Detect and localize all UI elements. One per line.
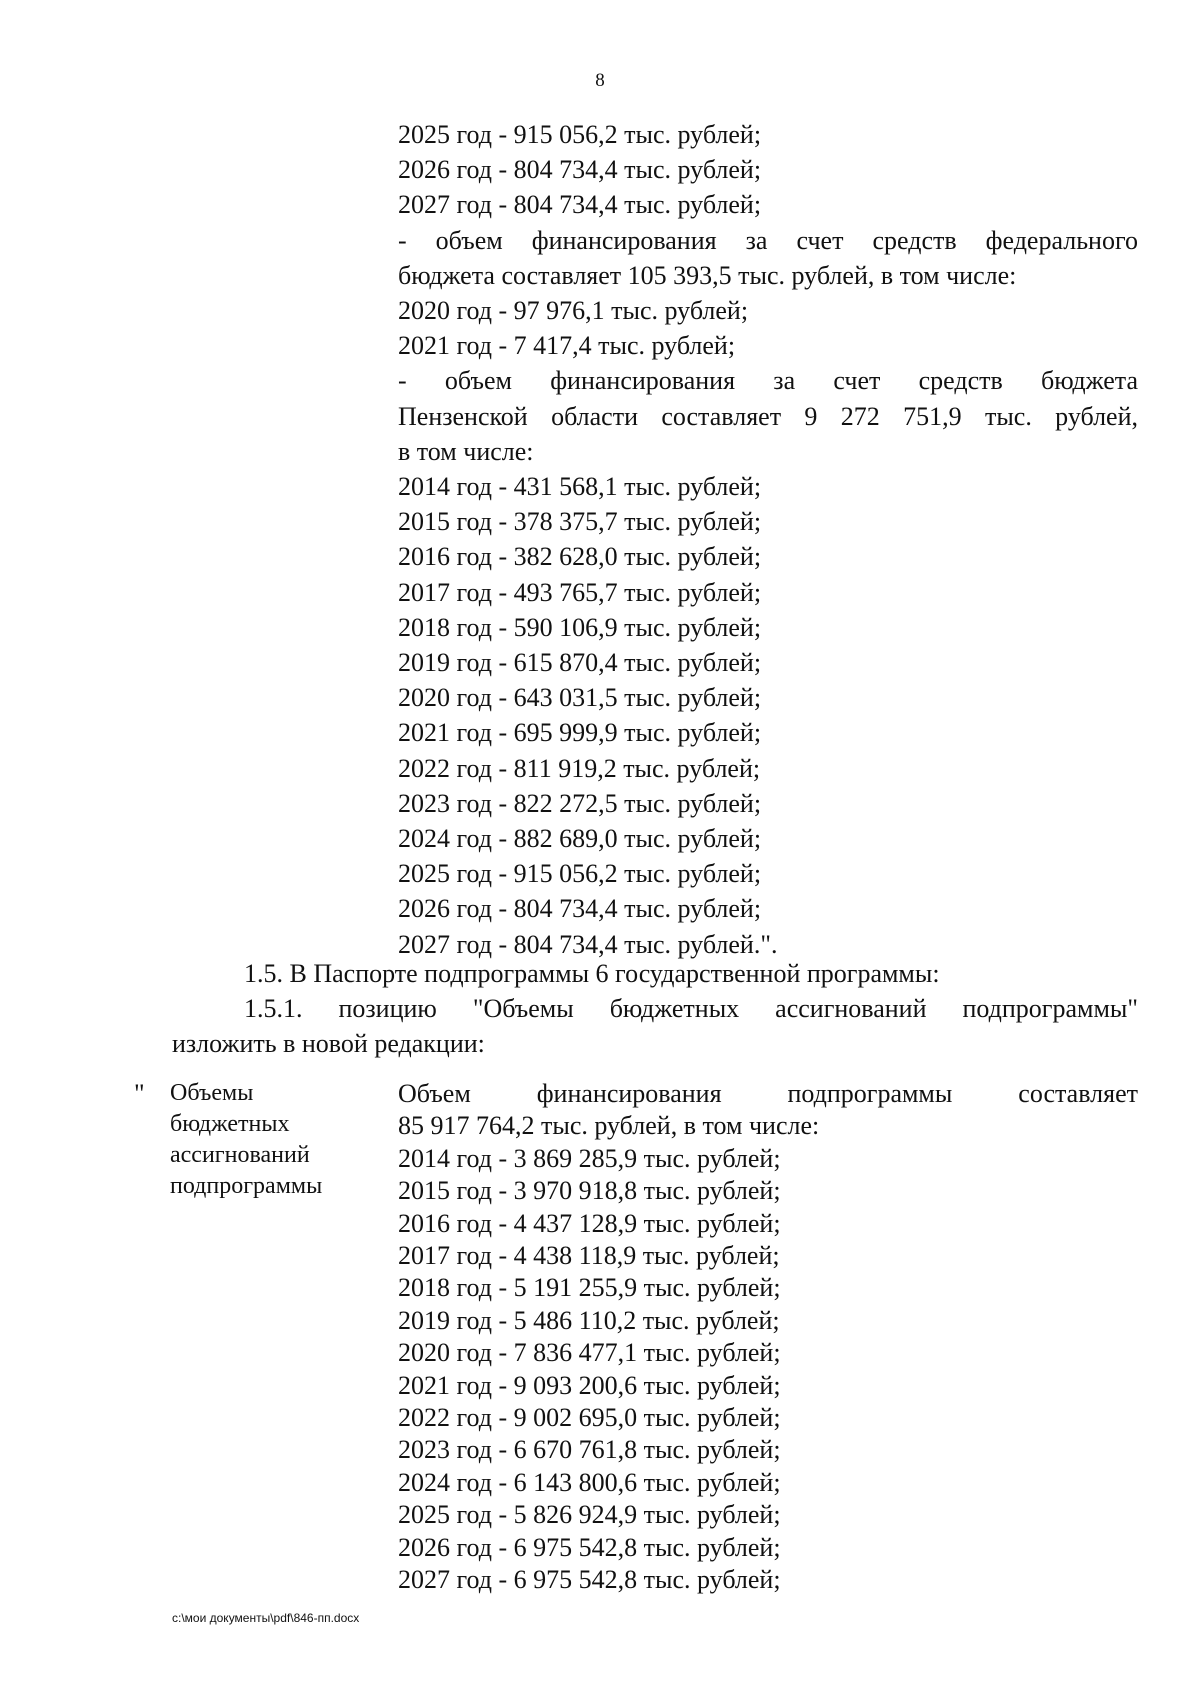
paragraph-1-5-1 [172,991,1138,1061]
paragraph-1-5-1-line-1: 1.5.1. позицию "Объемы бюджетных ассигнований подпрограммы" [244,994,1138,1023]
subprogram-year-line: 2025 год - 5 826 924,9 тыс. рублей; [398,1500,781,1530]
subprogram-year-line: 2023 год - 6 670 761,8 тыс. рублей; [398,1435,781,1465]
total-funding-line-2: 85 917 764,2 тыс. рублей, в том числе: [398,1111,820,1141]
paragraph-1-5: 1.5. В Паспорте подпрограммы 6 государственной программы: [244,959,940,988]
regional-year-line: 2022 год - 811 919,2 тыс. рублей; [398,753,761,783]
regional-year-line: 2024 год - 882 689,0 тыс. рублей; [398,824,762,854]
year-line: 2027 год - 804 734,4 тыс. рублей; [398,190,762,220]
regional-funding-line-1: - объем финансирования за счет средств бюджета [398,366,1138,396]
year-line: 2026 год - 804 734,4 тыс. рублей; [398,155,762,185]
regional-year-line: 2019 год - 615 870,4 тыс. рублей; [398,648,762,678]
page-number: 8 [595,70,605,91]
regional-year-line: 2014 год - 431 568,1 тыс. рублей; [398,472,762,502]
subprogram-year-line: 2022 год - 9 002 695,0 тыс. рублей; [398,1403,781,1433]
regional-funding-line-2: Пензенской области составляет 9 272 751,9 тыс. рублей, [398,401,1138,431]
total-funding-line-1: Объем финансирования подпрограммы составляет [398,1079,1138,1108]
regional-year-line: 2017 год - 493 765,7 тыс. рублей; [398,577,762,607]
subprogram-year-line: 2018 год - 5 191 255,9 тыс. рублей; [398,1273,781,1303]
regional-year-line: 2018 год - 590 106,9 тыс. рублей; [398,612,762,642]
year-line: 2025 год - 915 056,2 тыс. рублей; [398,120,762,149]
opening-quote-mark: " [134,1079,145,1108]
subprogram-year-line: 2015 год - 3 970 918,8 тыс. рублей; [398,1176,781,1206]
federal-funding-line-2: бюджета составляет 105 393,5 тыс. рублей, в том числе: [398,260,1017,290]
regional-year-line: 2025 год - 915 056,2 тыс. рублей; [398,859,762,889]
subprogram-year-line: 2026 год - 6 975 542,8 тыс. рублей; [398,1532,781,1562]
regional-funding-line-3: в том числе: [398,436,534,466]
funding-continuation-block [398,117,1138,962]
regional-year-line: 2026 год - 804 734,4 тыс. рублей; [398,894,762,924]
position-label [170,1078,390,1202]
federal-year-line: 2020 год - 97 976,1 тыс. рублей; [398,296,749,326]
regional-year-line: 2015 год - 378 375,7 тыс. рублей; [398,507,762,537]
footer-file-path: c:\мои документы\pdf\846-пп.docx [172,1611,360,1625]
subprogram-year-line: 2019 год - 5 486 110,2 тыс. рублей; [398,1305,780,1335]
regional-year-line: 2027 год - 804 734,4 тыс. рублей.". [398,929,778,959]
regional-year-line: 2023 год - 822 272,5 тыс. рублей; [398,788,762,818]
paragraph-1-5-1-line-2: изложить в новой редакции: [172,1029,485,1058]
federal-year-line: 2021 год - 7 417,4 тыс. рублей; [398,331,736,361]
position-label-line: ассигнований [170,1142,310,1168]
subprogram-year-line: 2020 год - 7 836 477,1 тыс. рублей; [398,1338,781,1368]
subprogram-year-line: 2021 год - 9 093 200,6 тыс. рублей; [398,1370,781,1400]
regional-year-line: 2016 год - 382 628,0 тыс. рублей; [398,542,762,572]
subprogram-year-line: 2017 год - 4 438 118,9 тыс. рублей; [398,1241,780,1271]
position-label-line: подпрограммы [170,1173,323,1199]
position-label-line: бюджетных [170,1111,290,1137]
regional-year-line: 2020 год - 643 031,5 тыс. рублей; [398,683,762,713]
subprogram-year-line: 2024 год - 6 143 800,6 тыс. рублей; [398,1467,781,1497]
federal-funding-line-1: - объем финансирования за счет средств федерального [398,225,1138,255]
subprogram-year-line: 2016 год - 4 437 128,9 тыс. рублей; [398,1208,781,1238]
subprogram-year-line: 2027 год - 6 975 542,8 тыс. рублей; [398,1565,781,1595]
regional-year-line: 2021 год - 695 999,9 тыс. рублей; [398,718,762,748]
position-value [398,1078,1138,1597]
position-label-line: Объемы [170,1080,254,1106]
subprogram-year-line: 2014 год - 3 869 285,9 тыс. рублей; [398,1143,781,1173]
